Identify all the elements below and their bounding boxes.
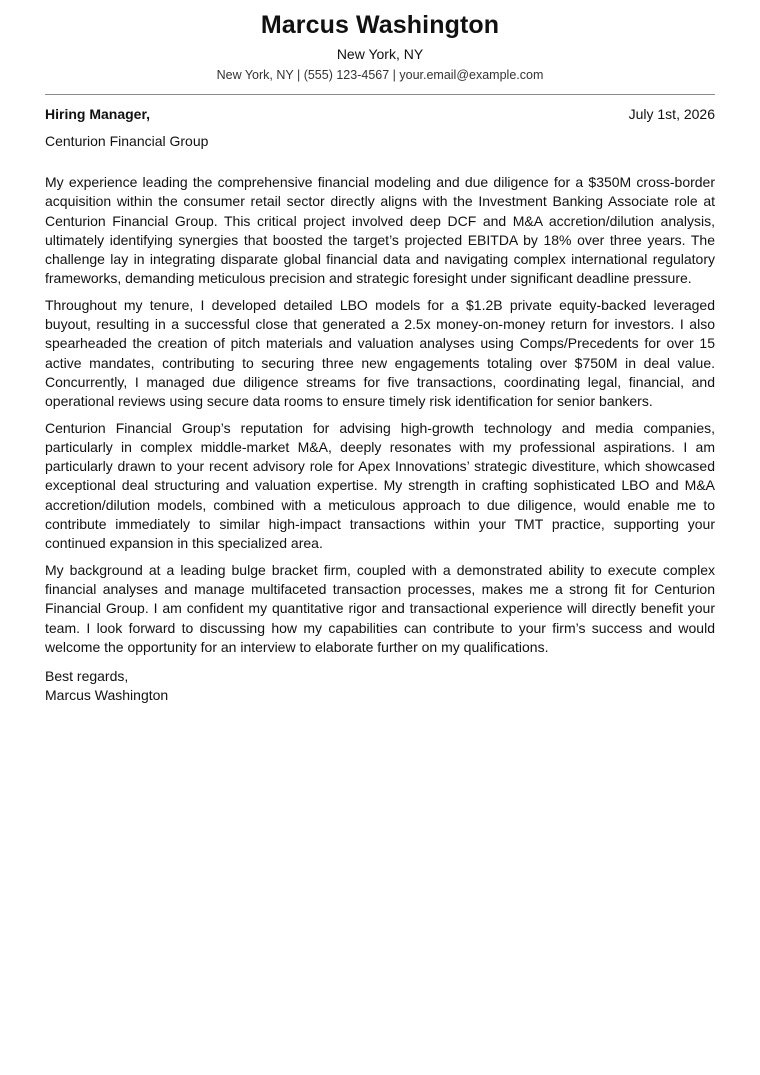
body-paragraph: My background at a leading bulge bracket firm, coupled with a demonstrated ability to execute complex financial analyses and manage multifaceted transaction processes, makes me a strong fit for Centurion Financial Group. I am confident my quantitative rigor and transactional experience will directly benefit your team. I look forward to discussing how my capabilities can contribute to your firm’s success and would welcome the opportunity for an interview to elaborate further on my qualifications.	[45, 561, 715, 655]
letter-body	[45, 173, 715, 657]
header-divider	[45, 94, 715, 95]
signature-name: Marcus Washington	[45, 687, 169, 704]
letter-date: July 1st, 2026	[628, 106, 715, 122]
body-paragraph: Centurion Financial Group’s reputation for advising high-growth technology and media companies, particularly in complex middle-market M&A, deeply resonates with my professional aspirations. I am particularly drawn to your recent advisory role for Apex Innovations’ strategic divestiture, which showcased exceptional deal structuring and valuation expertise. My strength in crafting sophisticated LBO and M&A accretion/dilution models, combined with a meticulous approach to due diligence, would enable me to contribute immediately to similar high-impact transactions within your TMT practice, supporting your continued expansion in this specialized area.	[45, 419, 715, 552]
contact-line: New York, NY | (555) 123-4567 | your.email@example.com	[216, 68, 544, 82]
body-paragraph: Throughout my tenure, I developed detailed LBO models for a $1.2B private equity-backed leveraged buyout, resulting in a successful close that generated a 2.5x money-on-money return for investors. I also spearheaded the creation of pitch materials and valuation analyses using Comps/Precedents for over 15 active mandates, contributing to securing three new engagements totaling over $750M in deal value. Concurrently, I managed due diligence streams for five transactions, coordinating legal, financial, and operational reviews using secure data rooms to ensure timely risk identification for senior bankers.	[45, 296, 715, 410]
applicant-location: New York, NY	[336, 46, 424, 62]
applicant-name: Marcus Washington	[260, 11, 500, 39]
recipient-company: Centurion Financial Group	[45, 133, 209, 149]
body-paragraph: My experience leading the comprehensive financial modeling and due diligence for a $350M cross-border acquisition within the consumer retail sector directly aligns with the Investment Banking Associate role at Centurion Financial Group. This critical project involved deep DCF and M&A accretion/dilution analysis, ultimately identifying synergies that boosted the target’s projected EBITDA by 18% over three years. The challenge lay in integrating disparate global financial data and navigating complex international regulatory frameworks, demanding meticulous precision and strategic foresight under significant deadline pressure.	[45, 174, 715, 287]
letter-closing	[45, 667, 715, 706]
closing-phrase: Best regards,	[45, 668, 129, 685]
recipient-date-row	[45, 105, 715, 123]
recipient-salutation: Hiring Manager,	[45, 106, 151, 122]
